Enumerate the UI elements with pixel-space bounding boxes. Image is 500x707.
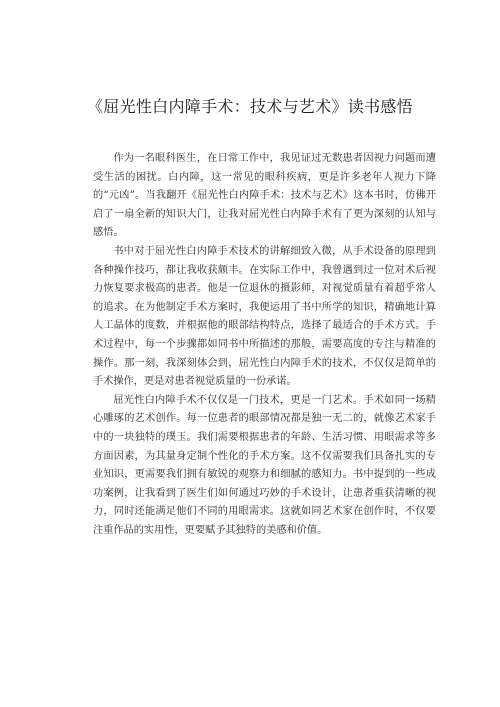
paragraph-1: 作为一名眼科医生，在日常工作中，我见证过无数患者因视力问题而遭受生活的困扰。白内障，这一常见的眼科疾病，更是许多老年人视力下降的“元凶”。当我翻开《屈光性白内障手术：技术与艺术》这本书时，仿佛开启了一扇全新的知识大门，让我对屈光性白内障手术有了更为深刻的认知与感悟。 <box>93 153 436 239</box>
paragraph-3: 屈光性白内障手术不仅仅是一门技术，更是一门艺术。手术如同一场精心雕琢的艺术创作。每一位患者的眼部情况都是独一无二的，就像艺术家手中的一块独特的璞玉。我们需要根据患者的年龄、生活习惯、用眼需求等多方面因素，为其量身定制个性化的手术方案。这不仅需要我们具备扎实的专业知识，更需要我们拥有敏锐的观察力和细腻的感知力。书中提到的一些成功案例，让我看到了医生们如何通过巧妙的手术设计，让患者重获清晰的视力，同时还能满足他们不同的用眼需求。这就如同艺术家在创作时，不仅要注重作品的实用性，更要赋予其独特的美感和价值。 <box>93 394 436 536</box>
document-body <box>93 150 436 540</box>
paragraph-2: 书中对于屈光性白内障手术技术的讲解细致入微，从手术设备的原理到各种操作技巧，都让我收获颇丰。在实际工作中，我曾遇到过一位对术后视力恢复要求极高的患者。他是一位退休的摄影师，对视觉质量有着超乎常人的追求。在为他制定手术方案时，我便运用了书中所学的知识，精确地计算人工晶体的度数，并根据他的眼部结构特点，选择了最适合的手术方式。手术过程中，每一个步骤都如同书中所描述的那般，需要高度的专注与精准的操作。那一刻，我深刻体会到，屈光性白内障手术的技术，不仅仅是简单的手术操作，更是对患者视觉质量的一份承诺。 <box>93 245 436 388</box>
document-title: 《屈光性白内障手术：技术与艺术》读书感悟 <box>86 97 413 116</box>
